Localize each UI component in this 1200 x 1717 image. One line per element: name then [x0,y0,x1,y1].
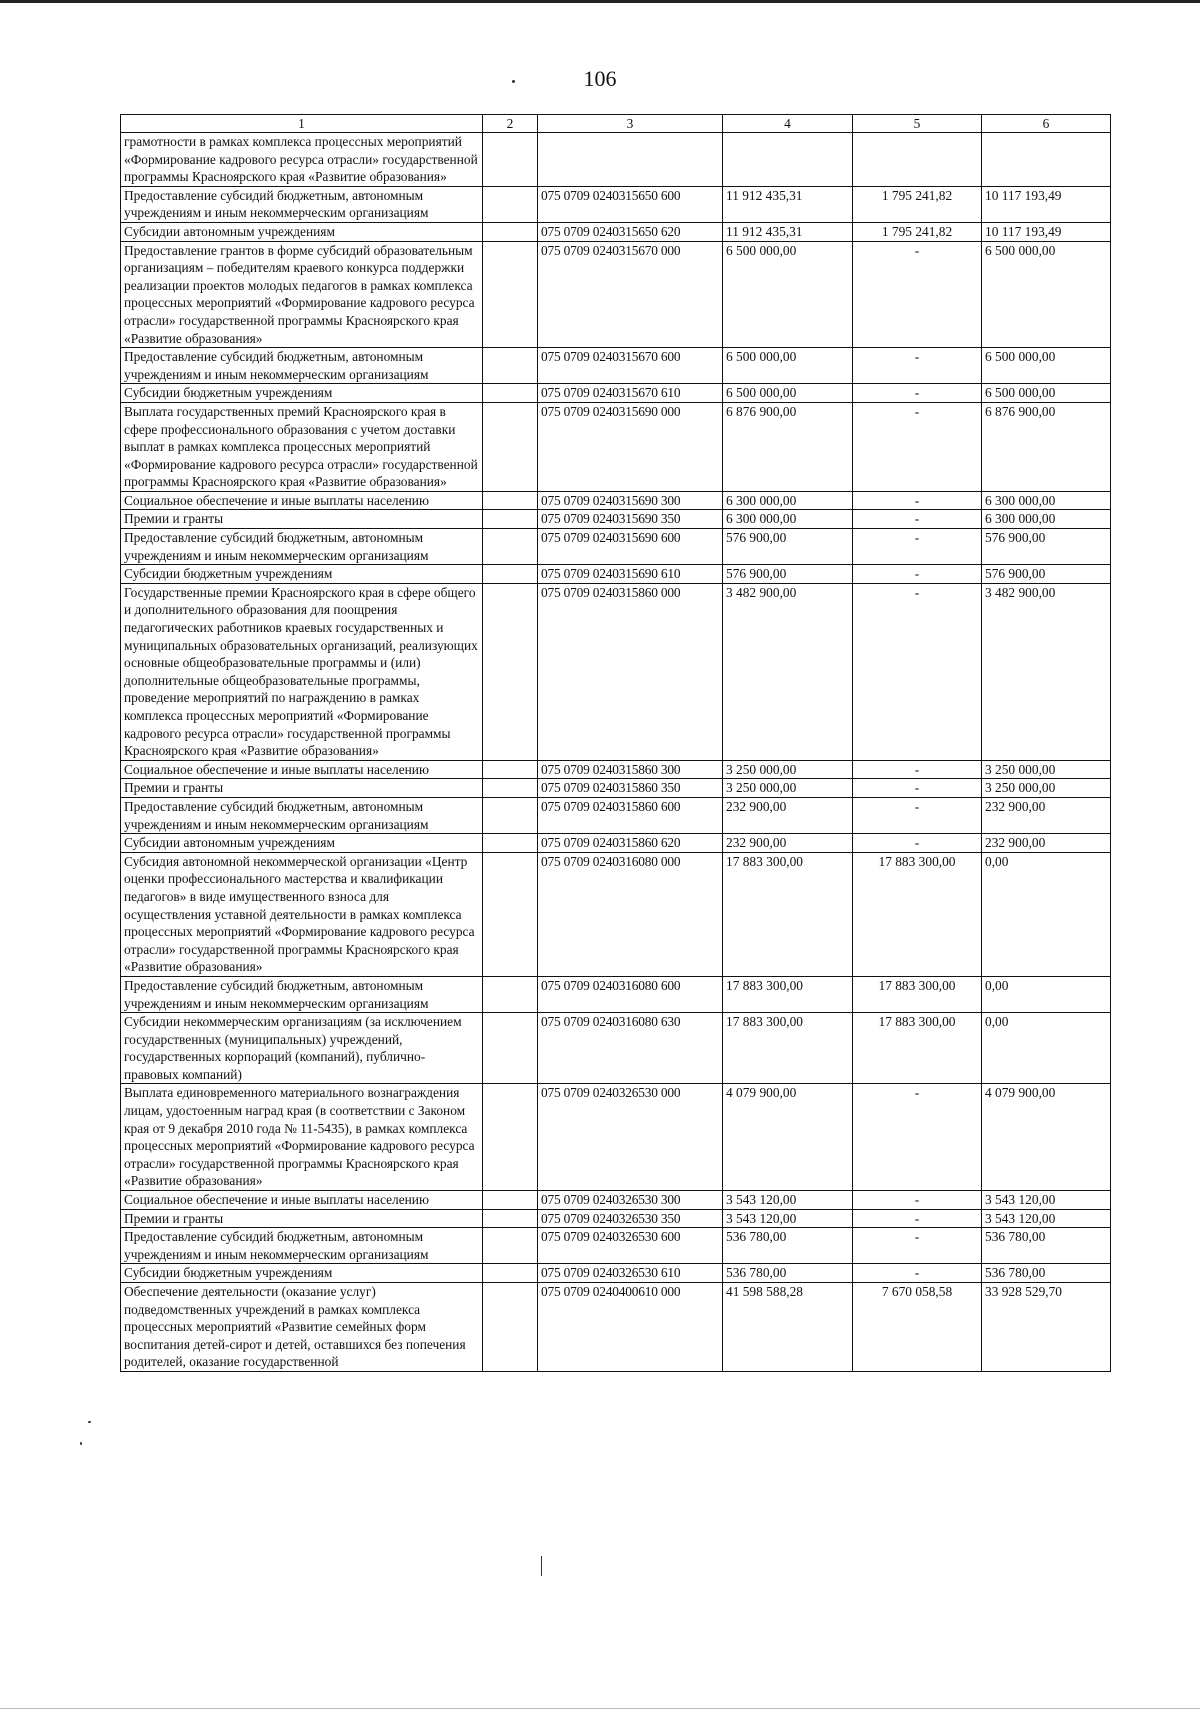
table-body [121,133,1111,1372]
col5-cell: - [853,1209,982,1228]
col2-cell [483,797,538,833]
col2-cell [483,1283,538,1372]
scan-speck [512,80,515,83]
col6-cell: 0,00 [982,1013,1111,1084]
table-row [121,583,1111,760]
budget-code-cell: 075 0709 0240326530 300 [538,1191,723,1210]
table-row [121,133,1111,187]
table-row [121,1191,1111,1210]
col2-cell [483,976,538,1012]
col6-cell: 6 876 900,00 [982,402,1111,491]
table-row [121,1264,1111,1283]
col2-cell [483,186,538,222]
amount-cell: 6 876 900,00 [723,402,853,491]
col5-cell: - [853,529,982,565]
budget-code-cell: 075 0709 0240326530 610 [538,1264,723,1283]
item-name-cell: Государственные премии Красноярского края в сфере общего и дополнительного образования для поощрения педагогических работников краевых государственных и муниципальных образовательных организаций, реализующих основные общеобразовательные программы и (или) дополнительные общеобразовательные программы, проведение мероприятий по награждению в рамках комплекса процессных мероприятий «Формирование кадрового ресурса отрасли» государственной программы Красноярского края «Развитие образования» [121,583,483,760]
table-row [121,529,1111,565]
amount-cell: 536 780,00 [723,1228,853,1264]
item-name-cell: Предоставление грантов в форме субсидий образовательным организациям – победителям краевого конкурса поддержки реализации проектов молодых педагогов в рамках комплекса процессных мероприятий «Формирование кадрового ресурса отрасли» государственной программы Красноярского края «Развитие образования» [121,241,483,348]
col2-cell [483,1228,538,1264]
col6-cell: 6 300 000,00 [982,510,1111,529]
col6-cell: 33 928 529,70 [982,1283,1111,1372]
table-row [121,348,1111,384]
col2-cell [483,565,538,584]
col2-cell [483,1013,538,1084]
budget-code-cell: 075 0709 0240326530 000 [538,1084,723,1191]
table-row [121,222,1111,241]
table-row [121,402,1111,491]
column-header: 3 [538,115,723,133]
page-number: 106 [583,66,617,91]
col5-cell: - [853,834,982,853]
col6-cell: 536 780,00 [982,1228,1111,1264]
table-row [121,852,1111,976]
col6-cell: 10 117 193,49 [982,222,1111,241]
col6-cell: 3 543 120,00 [982,1191,1111,1210]
table-row [121,1283,1111,1372]
amount-cell: 6 500 000,00 [723,348,853,384]
col2-cell [483,529,538,565]
header-row [121,115,1111,133]
budget-code-cell: 075 0709 0240316080 000 [538,852,723,976]
col6-cell: 576 900,00 [982,565,1111,584]
item-name-cell: Субсидии бюджетным учреждениям [121,1264,483,1283]
col2-cell [483,779,538,798]
col2-cell [483,1191,538,1210]
col5-cell: 1 795 241,82 [853,186,982,222]
budget-code-cell: 075 0709 0240326530 600 [538,1228,723,1264]
col6-cell: 6 500 000,00 [982,348,1111,384]
column-header: 5 [853,115,982,133]
col5-cell: 17 883 300,00 [853,1013,982,1084]
item-name-cell: Субсидии автономным учреждениям [121,222,483,241]
amount-cell: 536 780,00 [723,1264,853,1283]
budget-code-cell: 075 0709 0240315670 610 [538,384,723,403]
amount-cell: 576 900,00 [723,565,853,584]
budget-code-cell: 075 0709 0240315650 600 [538,186,723,222]
amount-cell: 232 900,00 [723,834,853,853]
col6-cell: 0,00 [982,852,1111,976]
col2-cell [483,384,538,403]
item-name-cell: Предоставление субсидий бюджетным, автономным учреждениям и иным некоммерческим организациям [121,529,483,565]
budget-code-cell: 075 0709 0240326530 350 [538,1209,723,1228]
amount-cell: 4 079 900,00 [723,1084,853,1191]
table-row [121,565,1111,584]
col6-cell: 6 500 000,00 [982,241,1111,348]
col6-cell: 6 300 000,00 [982,491,1111,510]
col5-cell: - [853,1228,982,1264]
col5-cell: 1 795 241,82 [853,222,982,241]
table-row [121,384,1111,403]
amount-cell: 3 543 120,00 [723,1191,853,1210]
amount-cell: 6 500 000,00 [723,384,853,403]
col6-cell: 3 543 120,00 [982,1209,1111,1228]
col2-cell [483,491,538,510]
budget-code-cell: 075 0709 0240315670 600 [538,348,723,384]
amount-cell: 576 900,00 [723,529,853,565]
scan-speck [80,1442,82,1445]
amount-cell: 17 883 300,00 [723,852,853,976]
scan-top-edge [0,0,1200,3]
col5-cell: - [853,779,982,798]
table-row [121,241,1111,348]
item-name-cell: Премии и гранты [121,779,483,798]
amount-cell: 17 883 300,00 [723,976,853,1012]
item-name-cell: Премии и гранты [121,1209,483,1228]
item-name-cell: Обеспечение деятельности (оказание услуг) подведомственных учреждений в рамках комплекса процессных мероприятий «Развитие семейных форм воспитания детей-сирот и детей, оставшихся без попечения родителей, оказание государственной [121,1283,483,1372]
col5-cell: - [853,241,982,348]
table-row [121,834,1111,853]
item-name-cell: Предоставление субсидий бюджетным, автономным учреждениям и иным некоммерческим организациям [121,797,483,833]
item-name-cell: Выплата единовременного материального вознаграждения лицам, удостоенным наград края (в соответствии с Законом края от 9 декабря 2010 года № 11-5435), в рамках комплекса процессных мероприятий «Формирование кадрового ресурса отрасли» государственной программы Красноярского края «Развитие образования» [121,1084,483,1191]
table-row [121,1209,1111,1228]
col6-cell: 3 250 000,00 [982,760,1111,779]
item-name-cell: Субсидии некоммерческим организациям (за исключением государственных (муниципальных) учреждений, государственных корпораций (компаний), публично-правовых компаний) [121,1013,483,1084]
scan-speck [88,1421,91,1423]
col2-cell [483,760,538,779]
col6-cell: 232 900,00 [982,797,1111,833]
table-row [121,1084,1111,1191]
col2-cell [483,222,538,241]
col5-cell: - [853,797,982,833]
col2-cell [483,133,538,187]
scan-bottom-edge [0,1708,1200,1709]
item-name-cell: Субсидии автономным учреждениям [121,834,483,853]
amount-cell: 11 912 435,31 [723,222,853,241]
col6-cell: 576 900,00 [982,529,1111,565]
budget-code-cell [538,133,723,187]
amount-cell: 6 300 000,00 [723,491,853,510]
col5-cell: - [853,565,982,584]
item-name-cell: Премии и гранты [121,510,483,529]
budget-code-cell: 075 0709 0240315860 000 [538,583,723,760]
item-name-cell: Субсидия автономной некоммерческой организации «Центр оценки профессионального мастерства и квалификации педагогов» в виде имущественного взноса для осуществления уставной деятельности в рамках комплекса процессных мероприятий «Формирование кадрового ресурса отрасли» государственной программы Красноярского края «Развитие образования» [121,852,483,976]
col5-cell: - [853,510,982,529]
table-row [121,760,1111,779]
item-name-cell: Социальное обеспечение и иные выплаты населению [121,760,483,779]
col5-cell [853,133,982,187]
budget-code-cell: 075 0709 0240315690 600 [538,529,723,565]
col2-cell [483,834,538,853]
amount-cell: 6 500 000,00 [723,241,853,348]
col2-cell [483,1264,538,1283]
budget-code-cell: 075 0709 0240315860 600 [538,797,723,833]
table-row [121,976,1111,1012]
col2-cell [483,852,538,976]
column-header: 4 [723,115,853,133]
budget-code-cell: 075 0709 0240315690 350 [538,510,723,529]
item-name-cell: Предоставление субсидий бюджетным, автономным учреждениям и иным некоммерческим организациям [121,976,483,1012]
table-row [121,797,1111,833]
col2-cell [483,241,538,348]
budget-code-cell: 075 0709 0240315690 300 [538,491,723,510]
item-name-cell: Социальное обеспечение и иные выплаты населению [121,1191,483,1210]
col5-cell: 7 670 058,58 [853,1283,982,1372]
table-row [121,510,1111,529]
budget-code-cell: 075 0709 0240315860 620 [538,834,723,853]
col5-cell: - [853,760,982,779]
budget-code-cell: 075 0709 0240316080 600 [538,976,723,1012]
col5-cell: - [853,1264,982,1283]
amount-cell: 3 250 000,00 [723,779,853,798]
col6-cell: 3 482 900,00 [982,583,1111,760]
item-name-cell: Выплата государственных премий Красноярского края в сфере профессионального образования с учетом доставки выплат в рамках комплекса процессных мероприятий «Формирование кадрового ресурса отрасли» государственной программы Красноярского края «Развитие образования» [121,402,483,491]
budget-code-cell: 075 0709 0240400610 000 [538,1283,723,1372]
budget-code-cell: 075 0709 0240315670 000 [538,241,723,348]
item-name-cell: Субсидии бюджетным учреждениям [121,384,483,403]
col5-cell: - [853,1084,982,1191]
col5-cell: 17 883 300,00 [853,976,982,1012]
budget-table [120,114,1111,1372]
table-row [121,1013,1111,1084]
item-name-cell: Предоставление субсидий бюджетным, автономным учреждениям и иным некоммерческим организациям [121,348,483,384]
col6-cell: 6 500 000,00 [982,384,1111,403]
col6-cell: 4 079 900,00 [982,1084,1111,1191]
col5-cell: - [853,1191,982,1210]
budget-code-cell: 075 0709 0240315860 300 [538,760,723,779]
col2-cell [483,402,538,491]
amount-cell: 3 482 900,00 [723,583,853,760]
scan-mark [541,1556,542,1576]
amount-cell: 11 912 435,31 [723,186,853,222]
amount-cell: 6 300 000,00 [723,510,853,529]
column-header: 2 [483,115,538,133]
budget-code-cell: 075 0709 0240315860 350 [538,779,723,798]
column-header: 6 [982,115,1111,133]
table-row [121,779,1111,798]
col2-cell [483,583,538,760]
col6-cell: 3 250 000,00 [982,779,1111,798]
column-header: 1 [121,115,483,133]
amount-cell: 232 900,00 [723,797,853,833]
col5-cell: - [853,348,982,384]
col6-cell: 536 780,00 [982,1264,1111,1283]
col5-cell: - [853,491,982,510]
col6-cell: 0,00 [982,976,1111,1012]
budget-code-cell: 075 0709 0240315650 620 [538,222,723,241]
budget-code-cell: 075 0709 0240316080 630 [538,1013,723,1084]
col6-cell [982,133,1111,187]
item-name-cell: грамотности в рамках комплекса процессных мероприятий «Формирование кадрового ресурса отрасли» государственной программы Красноярского края «Развитие образования» [121,133,483,187]
col6-cell: 10 117 193,49 [982,186,1111,222]
col5-cell: - [853,384,982,403]
table-row [121,1228,1111,1264]
amount-cell [723,133,853,187]
budget-code-cell: 075 0709 0240315690 000 [538,402,723,491]
col2-cell [483,1209,538,1228]
col6-cell: 232 900,00 [982,834,1111,853]
item-name-cell: Социальное обеспечение и иные выплаты населению [121,491,483,510]
col2-cell [483,1084,538,1191]
budget-code-cell: 075 0709 0240315690 610 [538,565,723,584]
table-row [121,186,1111,222]
item-name-cell: Субсидии бюджетным учреждениям [121,565,483,584]
item-name-cell: Предоставление субсидий бюджетным, автономным учреждениям и иным некоммерческим организациям [121,1228,483,1264]
col5-cell: 17 883 300,00 [853,852,982,976]
amount-cell: 3 543 120,00 [723,1209,853,1228]
col5-cell: - [853,402,982,491]
table-row [121,491,1111,510]
amount-cell: 41 598 588,28 [723,1283,853,1372]
amount-cell: 3 250 000,00 [723,760,853,779]
col5-cell: - [853,583,982,760]
col2-cell [483,348,538,384]
col2-cell [483,510,538,529]
item-name-cell: Предоставление субсидий бюджетным, автономным учреждениям и иным некоммерческим организациям [121,186,483,222]
amount-cell: 17 883 300,00 [723,1013,853,1084]
